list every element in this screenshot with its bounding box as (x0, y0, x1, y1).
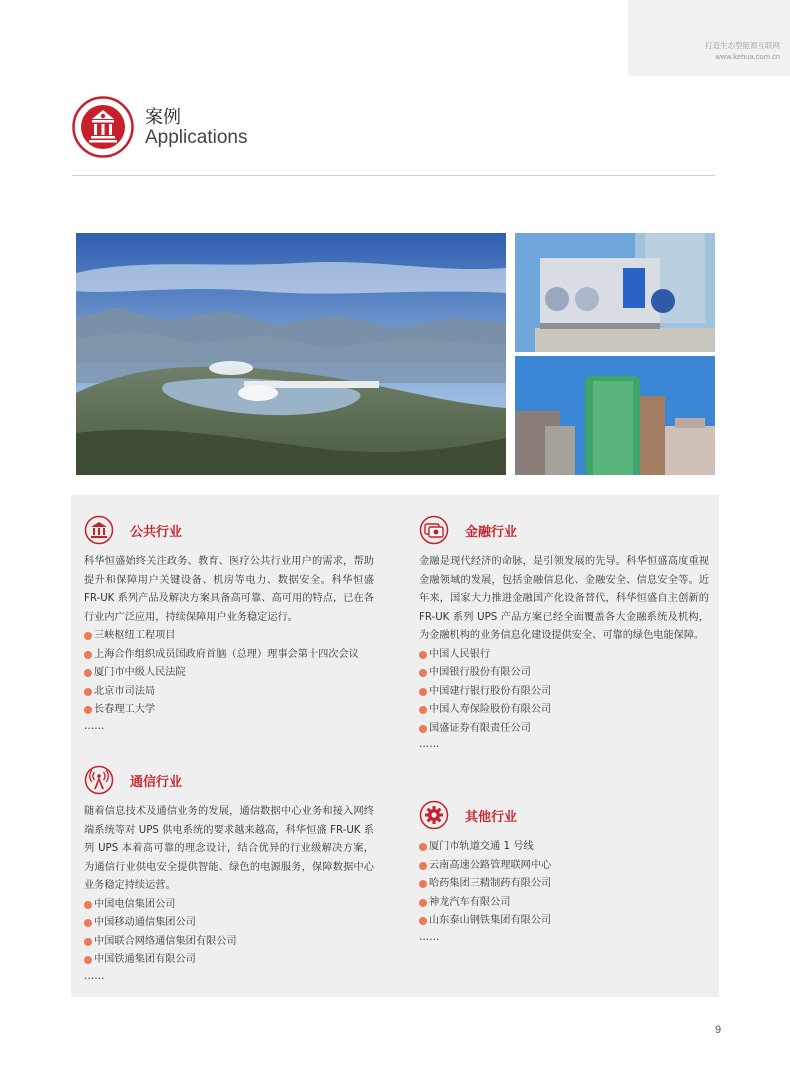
section-description: 科华恒盛始终关注政务、教育、医疗公共行业用户的需求，帮助提升和保障用户关键设备、机房等电力、数据安全。科华恒盛 FR-UK 系列产品及解决方案具备高可靠、高可用的特点，已在各行业内广泛应用，持续保障用户业务稳定运行。 (84, 556, 374, 623)
list-item: 中国移动通信集团公司 (84, 914, 374, 933)
more-ellipsis: …… (84, 970, 105, 982)
bullet-dot (419, 917, 427, 925)
bullet-dot (84, 688, 92, 696)
list-item: 上海合作组织成员国政府首脑（总理）理事会第十四次会议 (84, 646, 374, 665)
corner-tag (628, 0, 790, 76)
list-item: 哈药集团三精制药有限公司 (419, 875, 709, 894)
industries-panel (71, 495, 719, 997)
section-title: 金融行业 (465, 524, 518, 540)
section-title: 其他行业 (465, 809, 518, 825)
bank-building-photo (515, 233, 715, 352)
bullet-dot (419, 688, 427, 696)
more-ellipsis: …… (419, 739, 440, 750)
list-item: 中国银行股份有限公司 (419, 664, 709, 683)
currency-icon (419, 515, 449, 545)
list-item: 厦门市中级人民法院 (84, 664, 374, 683)
institution-icon (84, 515, 114, 545)
header-divider (72, 175, 715, 176)
page-title-en: Applications (145, 127, 248, 148)
list-item: 云南高速公路管理联网中心 (419, 857, 709, 876)
bullet-dot (84, 956, 92, 964)
section-description: 随着信息技术及通信业务的发展，通信数据中心业务和接入网终端系统等对 UPS 供电系统的要求越来越高，科华恒盛 FR-UK 系列 UPS 本着高可靠的理念设计，结合优异的行业级解决方案，为通信行业供电安全提供智能、绿色的电源服务，保障数据中心业务稳定持续运营。 (84, 806, 374, 891)
section-public (84, 515, 374, 734)
list-item: 三峡枢纽工程项目 (84, 627, 374, 646)
list-item: 中国电信集团公司 (84, 896, 374, 915)
bullet-dot (84, 706, 92, 714)
gear-icon (419, 800, 449, 830)
bullet-dot (419, 651, 427, 659)
list-item: 神龙汽车有限公司 (419, 894, 709, 913)
bullet-dot (419, 843, 427, 851)
bullet-dot (419, 880, 427, 888)
section-telecom (84, 765, 374, 984)
office-towers-photo (515, 356, 715, 475)
section-description: 金融是现代经济的命脉，是引领发展的先导。科华恒盛高度重视金融领域的发展，包括金融信息化、金融安全、信息安全等。近年来，国家大力推进金融国产化设备替代，科华恒盛自主创新的 FR-UK 系列 UPS 产品方案已经全面覆盖各大金融系统及机构，为金融机构的业务信息化建设提供安全、可靠的绿色电能保障。 (419, 556, 709, 641)
bullet-dot (84, 669, 92, 677)
bullet-dot (419, 706, 427, 714)
bullet-dot (419, 669, 427, 677)
bullet-dot (84, 651, 92, 659)
list-item: 中国人寿保险股份有限公司 (419, 701, 709, 720)
bullet-dot (419, 725, 427, 733)
bullet-dot (84, 901, 92, 909)
more-ellipsis: …… (419, 931, 440, 943)
list-item: 中国联合网络通信集团有限公司 (84, 933, 374, 952)
list-item: 长春理工大学 (84, 701, 374, 720)
dam-landscape-photo (76, 233, 506, 475)
section-finance (419, 515, 709, 752)
list-item: 山东泰山钢铁集团有限公司 (419, 912, 709, 931)
list-item: 北京市司法局 (84, 683, 374, 702)
page-title-cn: 案例 (145, 107, 181, 128)
section-title: 通信行业 (130, 774, 183, 790)
temple-icon (72, 96, 134, 158)
list-item: 中国铁通集团有限公司 (84, 951, 374, 970)
bullet-dot (84, 632, 92, 640)
corner-tagline: 打造生态型能源互联网 (705, 41, 780, 50)
list-item: 厦门市轨道交通 1 号线 (419, 838, 709, 857)
bullet-dot (84, 919, 92, 927)
bullet-dot (419, 862, 427, 870)
bullet-dot (84, 938, 92, 946)
list-item: 中国人民银行 (419, 646, 709, 665)
bullet-dot (419, 899, 427, 907)
signal-tower-icon (84, 765, 114, 795)
page-number: 9 (715, 1024, 722, 1036)
list-item: 中国建行银行股份有限公司 (419, 683, 709, 702)
section-title: 公共行业 (130, 524, 183, 540)
list-item: 国盛证券有限责任公司 (419, 720, 709, 739)
more-ellipsis: …… (84, 720, 105, 732)
corner-url: www.kehua.com.cn (715, 52, 780, 61)
section-other (419, 800, 709, 945)
